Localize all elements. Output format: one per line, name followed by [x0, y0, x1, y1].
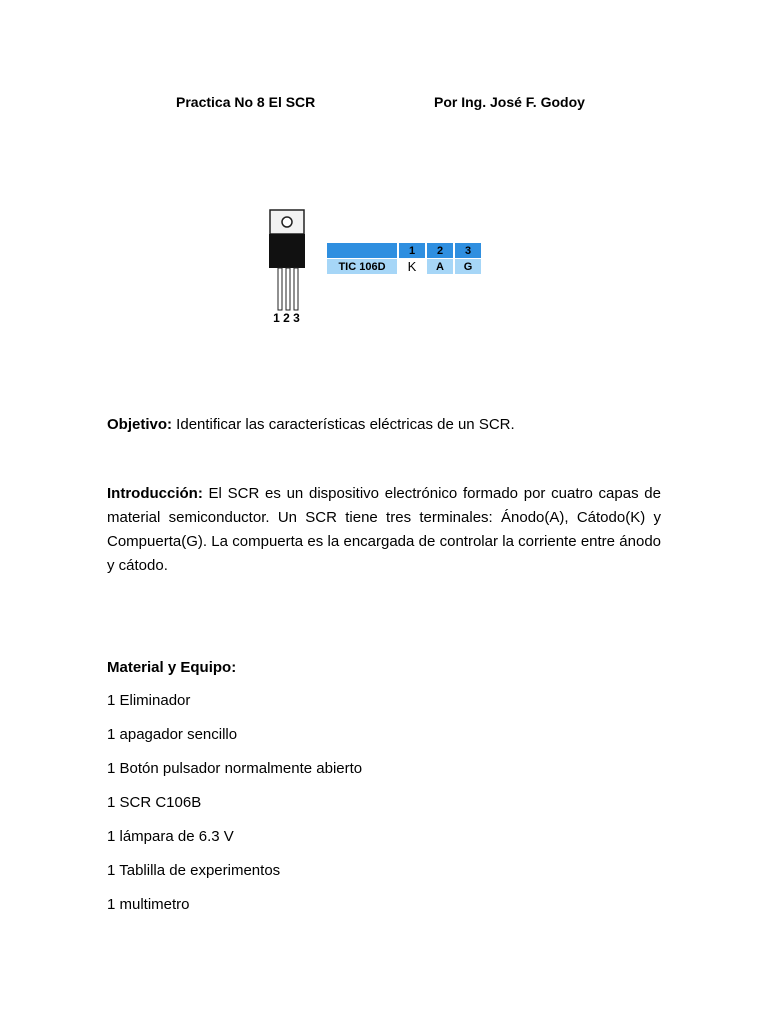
objective-paragraph	[107, 413, 661, 437]
scr-package-icon	[266, 208, 310, 326]
pin-2-function: A	[427, 259, 453, 274]
material-item: 1 multimetro	[107, 896, 190, 913]
pin-number-labels	[272, 311, 302, 325]
material-item: 1 lámpara de 6.3 V	[107, 828, 234, 845]
pin-1-function: K	[399, 259, 425, 274]
pinout-header-2: 2	[427, 243, 453, 258]
introduction-label: Introducción:	[107, 485, 203, 502]
objective-text: Identificar las características eléctricas de un SCR.	[172, 416, 515, 433]
pinout-header-blank	[327, 243, 397, 258]
material-item: 1 apagador sencillo	[107, 726, 238, 743]
pinout-header-3: 3	[455, 243, 481, 258]
material-item: 1 Eliminador	[107, 692, 191, 709]
author-line: Por Ing. José F. Godoy	[434, 94, 585, 110]
objective-label: Objetivo:	[107, 416, 173, 433]
pin-label-3: 3	[293, 311, 301, 325]
material-item: 1 SCR C106B	[107, 794, 202, 811]
pinout-data-row	[327, 259, 481, 274]
part-number-cell: TIC 106D	[327, 259, 397, 274]
pinout-header-1: 1	[399, 243, 425, 258]
material-item: 1 Botón pulsador normalmente abierto	[107, 760, 363, 777]
pinout-header-row	[327, 243, 481, 258]
pin-label-2: 2	[283, 311, 291, 325]
materials-heading: Material y Equipo:	[107, 659, 237, 676]
introduction-text: El SCR es un dispositivo electrónico formado por cuatro capas de material semiconductor. Un SCR tiene tres terminales: Ánodo(A), Cátodo(K) y Compuerta(G). La compuerta es la encargada de controlar la corriente entre ánodo y cátodo.	[107, 485, 661, 574]
material-item: 1 Tablilla de experimentos	[107, 862, 281, 879]
introduction-paragraph	[107, 482, 661, 578]
pin-label-1: 1	[273, 311, 281, 325]
pin-3-function: G	[455, 259, 481, 274]
document-title: Practica No 8 El SCR	[176, 94, 316, 110]
pinout-table	[325, 242, 483, 275]
